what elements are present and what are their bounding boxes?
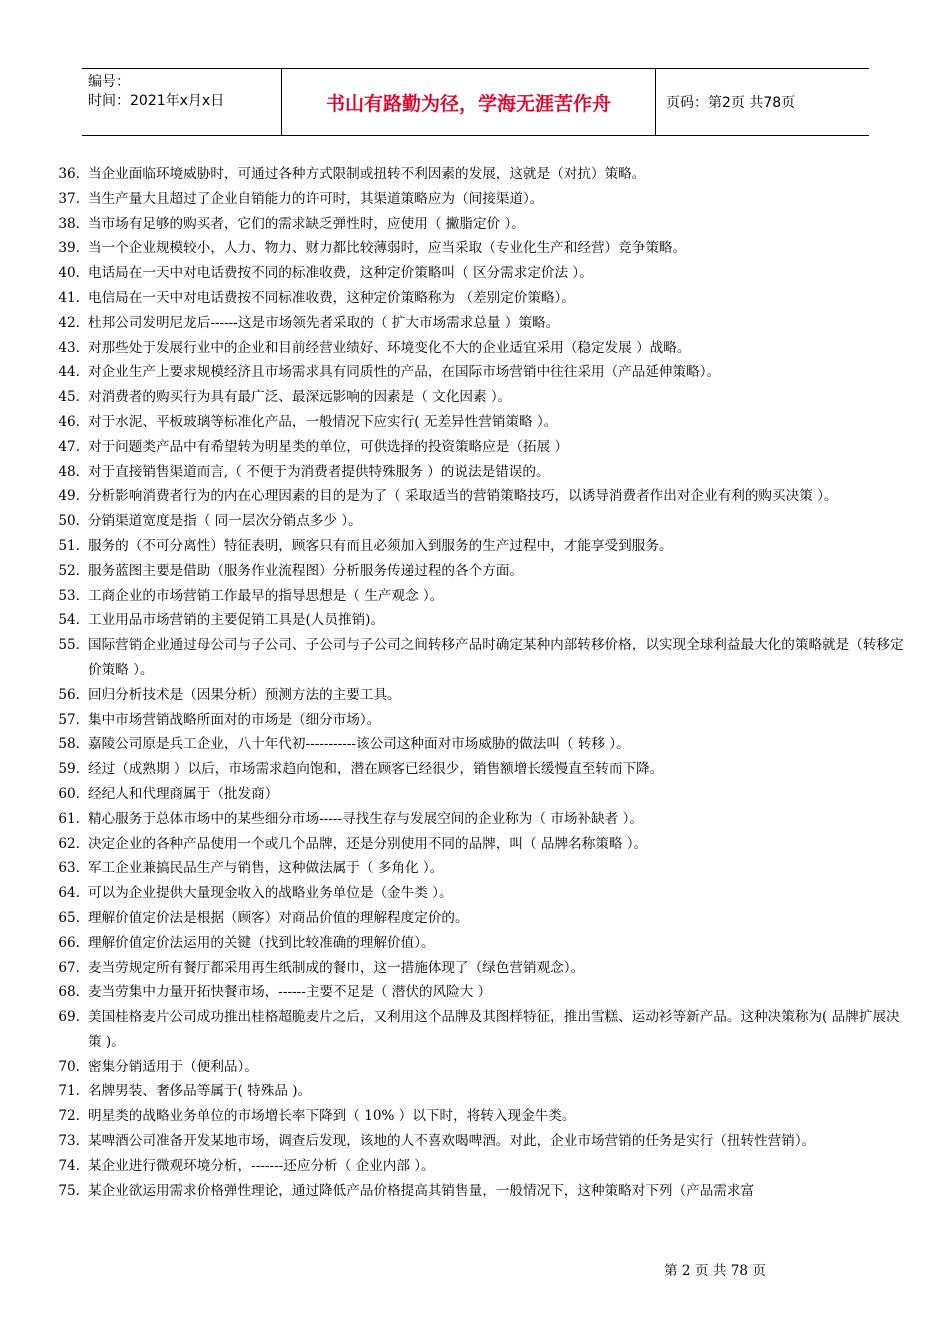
item-number: 73. bbox=[58, 1133, 80, 1150]
header-page-info bbox=[656, 69, 869, 135]
list-item bbox=[48, 633, 908, 683]
item-text: 某企业欲运用需求价格弹性理论，通过降低产品价格提高其销售量，一般情况下，这种策略对下列（产品需求富 bbox=[88, 1182, 755, 1199]
item-text: 密集分销适用于（便利品）。 bbox=[88, 1058, 258, 1075]
list-item bbox=[48, 1129, 908, 1154]
item-text: 对那些处于发展行业中的企业和目前经营业绩好、环境变化不大的企业适宜采用（稳定发展 ）战略。 bbox=[88, 339, 691, 356]
list-item bbox=[48, 1079, 908, 1104]
item-number: 50. bbox=[58, 513, 80, 530]
item-text: 服务蓝图主要是借助（服务作业流程图）分析服务传递过程的各个方面。 bbox=[88, 562, 523, 579]
list-item bbox=[48, 236, 908, 261]
list-item bbox=[48, 782, 908, 807]
list-item bbox=[48, 1179, 908, 1204]
item-number: 75. bbox=[58, 1182, 80, 1199]
item-number: 58. bbox=[58, 736, 80, 753]
page-header bbox=[82, 68, 869, 136]
item-text: 分销渠道宽度是指（ 同一层次分销点多少 ）。 bbox=[88, 513, 362, 530]
item-text: 经过（成熟期 ）以后，市场需求趋向饱和，潜在顾客已经很少，销售额增长缓慢直至转而下降。 bbox=[88, 761, 664, 778]
item-number: 39. bbox=[58, 240, 80, 257]
item-text: 当生产量大且超过了企业自销能力的许可时，其渠道策略应为（间接渠道）。 bbox=[88, 190, 544, 207]
item-text: 经纪人和代理商属于（批发商） bbox=[88, 785, 279, 802]
item-number: 55. bbox=[58, 637, 80, 654]
item-number: 49. bbox=[58, 488, 80, 505]
item-number: 64. bbox=[58, 885, 80, 902]
document-time-label: 时间：2021年x月x日 bbox=[88, 93, 225, 109]
list-item bbox=[48, 732, 908, 757]
item-text: 回归分析技术是（因果分析）预测方法的主要工具。 bbox=[88, 686, 401, 703]
motto-text: 书山有路勤为径，学海无涯苦作舟 bbox=[325, 92, 611, 115]
list-item bbox=[48, 708, 908, 733]
list-item bbox=[48, 906, 908, 931]
item-text: 当企业面临环境威胁时，可通过各种方式限制或扭转不利因素的发展，这就是（对抗）策略。 bbox=[88, 166, 646, 182]
list-item bbox=[48, 385, 908, 410]
item-number: 37. bbox=[58, 190, 80, 207]
list-item bbox=[48, 509, 908, 534]
list-item bbox=[48, 435, 908, 460]
list-item bbox=[48, 584, 908, 609]
item-text: 服务的（不可分离性）特征表明，顾客只有而且必须加入到服务的生产过程中，才能享受到服务。 bbox=[88, 537, 673, 554]
item-text: 理解价值定价法是根据（顾客）对商品价值的理解程度定价的。 bbox=[88, 909, 469, 926]
list-item bbox=[48, 608, 908, 633]
item-text: 工业用品市场营销的主要促销工具是(人员推销)。 bbox=[88, 612, 385, 629]
item-text: 对消费者的购买行为具有最广泛、最深远影响的因素是（ 文化因素 ）。 bbox=[88, 389, 512, 406]
list-item bbox=[48, 261, 908, 286]
list-item bbox=[48, 187, 908, 212]
item-text: 电话局在一天中对电话费按不同的标准收费，这种定价策略叫（ 区分需求定价法 ）。 bbox=[88, 265, 593, 282]
item-number: 53. bbox=[58, 587, 80, 604]
item-number: 47. bbox=[58, 438, 80, 455]
item-number: 63. bbox=[58, 860, 80, 877]
item-text: 杜邦公司发明尼龙后------这是市场领先者采取的（ 扩大市场需求总量 ）策略。 bbox=[88, 314, 560, 331]
item-text: 对企业生产上要求规模经济且市场需求具有同质性的产品，在国际市场营销中往往采用（产品延伸策略）。 bbox=[88, 364, 721, 381]
item-number: 60. bbox=[58, 785, 80, 802]
list-item bbox=[48, 484, 908, 509]
item-number: 57. bbox=[58, 711, 80, 728]
list-item bbox=[48, 336, 908, 361]
item-number: 41. bbox=[58, 289, 80, 306]
item-number: 67. bbox=[58, 959, 80, 976]
item-number: 61. bbox=[58, 810, 80, 827]
list-item bbox=[48, 931, 908, 956]
item-text: 国际营销企业通过母公司与子公司、子公司与子公司之间转移产品时确定某种内部转移价格，以实现全球利益最大化的策略就是（转移定价策略 ）。 bbox=[88, 637, 904, 678]
item-number: 45. bbox=[58, 389, 80, 406]
list-item bbox=[48, 360, 908, 385]
item-number: 42. bbox=[58, 314, 80, 331]
list-item bbox=[48, 559, 908, 584]
list-item bbox=[48, 980, 908, 1005]
item-text: 某企业进行微观环境分析，-------还应分析（ 企业内部 ）。 bbox=[88, 1157, 435, 1174]
question-list bbox=[48, 162, 908, 1203]
item-number: 66. bbox=[58, 934, 80, 951]
list-item bbox=[48, 286, 908, 311]
item-text: 电信局在一天中对电话费按不同标准收费，这种定价策略称为 （差别定价策略）。 bbox=[88, 289, 575, 306]
item-number: 59. bbox=[58, 761, 80, 778]
item-text: 对于直接销售渠道而言,（ 不便于为消费者提供特殊服务 ）的说法是错误的。 bbox=[88, 463, 550, 480]
item-number: 51. bbox=[58, 537, 80, 554]
item-text: 某啤酒公司准备开发某地市场，调查后发现，该地的人不喜欢喝啤酒。对此，企业市场营销的任务是实行（扭转性营销）。 bbox=[88, 1133, 816, 1150]
page-footer bbox=[664, 1259, 766, 1279]
item-text: 美国桂格麦片公司成功推出桂格超脆麦片之后，又利用这个品牌及其图样特征，推出雪糕、运动衫等新产品。这种决策称为( 品牌扩展决策 )。 bbox=[88, 1009, 900, 1050]
item-number: 56. bbox=[58, 686, 80, 703]
footer-page-number: 第 2 页 共 78 页 bbox=[664, 1263, 766, 1279]
item-number: 72. bbox=[58, 1108, 80, 1125]
list-item bbox=[48, 1055, 908, 1080]
item-text: 对于水泥、平板玻璃等标准化产品，一般情况下应实行( 无差异性营销策略 ）。 bbox=[88, 413, 558, 430]
item-text: 可以为企业提供大量现金收入的战略业务单位是（金牛类 ）。 bbox=[88, 885, 453, 902]
item-text: 精心服务于总体市场中的某些细分市场-----寻找生存与发展空间的企业称为（ 市场补缺者 ）。 bbox=[88, 810, 643, 827]
item-text: 军工企业兼搞民品生产与销售，这种做法属于（ 多角化 ）。 bbox=[88, 860, 444, 877]
item-number: 43. bbox=[58, 339, 80, 356]
header-info bbox=[82, 69, 282, 135]
item-number: 54. bbox=[58, 612, 80, 629]
item-number: 68. bbox=[58, 984, 80, 1001]
item-text: 工商企业的市场营销工作最早的指导思想是（ 生产观念 ）。 bbox=[88, 587, 444, 604]
item-number: 74. bbox=[58, 1157, 80, 1174]
item-text: 集中市场营销战略所面对的市场是（细分市场）。 bbox=[88, 711, 381, 728]
item-number: 65. bbox=[58, 909, 80, 926]
list-item bbox=[48, 757, 908, 782]
item-number: 38. bbox=[58, 215, 80, 232]
item-text: 明星类的战略业务单位的市场增长率下降到（ 10% ）以下时，将转入现金牛类。 bbox=[88, 1108, 576, 1125]
item-text: 分析影响消费者行为的内在心理因素的目的是为了（ 采取适当的营销策略技巧，以诱导消费者作出对企业有利的购买决策 ）。 bbox=[88, 488, 838, 505]
list-item bbox=[48, 956, 908, 981]
item-text: 麦当劳集中力量开拓快餐市场，------主要不足是（ 潜伏的风险大 ） bbox=[88, 984, 492, 1001]
item-number: 70. bbox=[58, 1058, 80, 1075]
list-item bbox=[48, 410, 908, 435]
item-text: 麦当劳规定所有餐厅都采用再生纸制成的餐巾，这一措施体现了（绿色营销观念）。 bbox=[88, 959, 585, 976]
list-item bbox=[48, 311, 908, 336]
page-count-label: 页码：第2页 共78页 bbox=[666, 95, 796, 111]
header-motto bbox=[282, 69, 656, 135]
item-text: 当市场有足够的购买者，它们的需求缺乏弹性时，应使用（ 撇脂定价 ）。 bbox=[88, 215, 525, 232]
list-item bbox=[48, 1154, 908, 1179]
list-item bbox=[48, 212, 908, 237]
item-text: 名牌男装、奢侈品等属于( 特殊品 )。 bbox=[88, 1083, 312, 1100]
item-number: 71. bbox=[58, 1083, 80, 1100]
list-item bbox=[48, 832, 908, 857]
item-number: 36. bbox=[58, 166, 80, 182]
item-number: 69. bbox=[58, 1009, 80, 1026]
item-number: 62. bbox=[58, 835, 80, 852]
item-text: 理解价值定价法运用的关键（找到比较准确的理解价值）。 bbox=[88, 934, 435, 951]
item-number: 40. bbox=[58, 265, 80, 282]
list-item bbox=[48, 881, 908, 906]
item-number: 52. bbox=[58, 562, 80, 579]
item-text: 当一个企业规模较小，人力、物力、财力都比较薄弱时，应当采取（专业化生产和经营）竞争策略。 bbox=[88, 240, 687, 257]
list-item bbox=[48, 460, 908, 485]
item-text: 对于问题类产品中有希望转为明星类的单位，可供选择的投资策略应是（拓展 ） bbox=[88, 438, 569, 455]
list-item bbox=[48, 807, 908, 832]
item-number: 48. bbox=[58, 463, 80, 480]
list-item bbox=[48, 856, 908, 881]
item-text: 决定企业的各种产品使用一个或几个品牌，还是分别使用不同的品牌，叫（ 品牌名称策略 ）。 bbox=[88, 835, 648, 852]
list-item bbox=[48, 1104, 908, 1129]
list-item bbox=[48, 162, 908, 187]
item-number: 46. bbox=[58, 413, 80, 430]
item-number: 44. bbox=[58, 364, 80, 381]
item-text: 嘉陵公司原是兵工企业，八十年代初-----------该公司这种面对市场威胁的做法叫（ 转移 ）。 bbox=[88, 736, 630, 753]
list-item bbox=[48, 683, 908, 708]
document-number-label: 编号： bbox=[88, 74, 130, 90]
list-item bbox=[48, 534, 908, 559]
list-item bbox=[48, 1005, 908, 1055]
